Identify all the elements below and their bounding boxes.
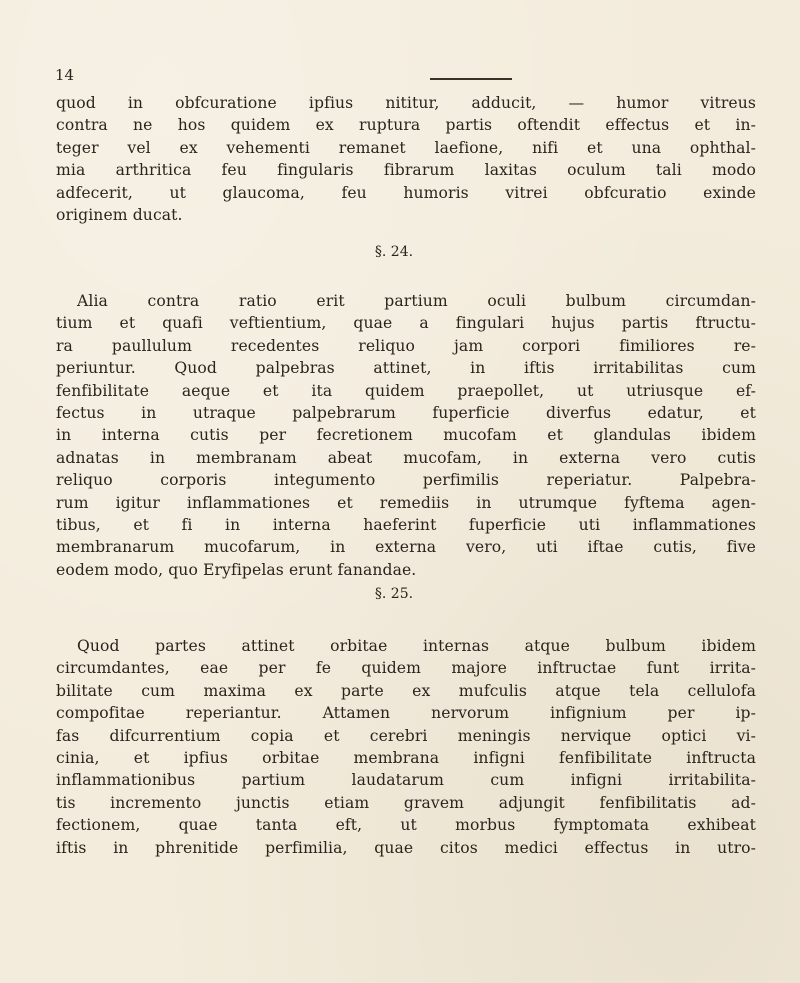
paragraph-3 bbox=[56, 635, 756, 859]
text-line: originem ducat. bbox=[56, 206, 183, 225]
text-line: tis incremento junctis etiam gravem adjungit fenfibilitatis ad- bbox=[56, 793, 756, 812]
paragraph-1 bbox=[56, 92, 756, 226]
paragraph-2 bbox=[56, 290, 756, 581]
text-line: fenfibilitate aeque et ita quidem praepollet, ut utriusque ef- bbox=[56, 381, 756, 400]
text-line: compofitae reperiantur. Attamen nervorum infignium per ip- bbox=[56, 704, 756, 723]
text-line: bilitate cum maxima ex parte ex mufculis atque tela cellulofa bbox=[56, 681, 756, 700]
text-line: fectionem, quae tanta eft, ut morbus fymptomata exhibeat bbox=[56, 816, 756, 835]
text-line: periuntur. Quod palpebras attinet, in iftis irritabilitas cum bbox=[56, 359, 756, 378]
text-line: mia arthritica feu fingularis fibrarum laxitas oculum tali modo bbox=[56, 161, 756, 180]
page-number: 14 bbox=[55, 66, 75, 84]
text-line: reliquo corporis integumento perfimilis reperiatur. Palpebra- bbox=[56, 471, 756, 490]
text-line: quod in obfcuratione ipfius nititur, adducit, — humor vitreus bbox=[56, 94, 756, 112]
text-line: iftis in phrenitide perfimilia, quae citos medici effectus in utro- bbox=[56, 838, 756, 857]
text-line: in interna cutis per fecretionem mucofam et glandulas ibidem bbox=[56, 426, 756, 445]
text-line: fas difcurrentium copia et cerebri meningis nervique optici vi- bbox=[56, 726, 756, 745]
text-line: adfecerit, ut glaucoma, feu humoris vitrei obfcuratio exinde bbox=[56, 183, 756, 202]
text-line: rum igitur inflammationes et remediis in utrumque fyftema agen- bbox=[56, 493, 756, 512]
section-heading-25 bbox=[0, 586, 800, 602]
section-number: §. 24. bbox=[374, 244, 414, 260]
text-line: cinia, et ipfius orbitae membrana infigni fenfibilitate inftructa bbox=[56, 749, 756, 768]
text-line: contra ne hos quidem ex ruptura partis oftendit effectus et in- bbox=[56, 116, 756, 135]
text-line: tibus, et fi in interna haeferint fuperficie uti inflammationes bbox=[56, 516, 756, 535]
text-line: Alia contra ratio erit partium oculi bulbum circumdan- bbox=[77, 292, 756, 310]
text-line: circumdantes, eae per fe quidem majore inftructae funt irrita- bbox=[56, 659, 756, 678]
text-line: teger vel ex vehementi remanet laefione, nifi et una ophthal- bbox=[56, 138, 756, 157]
text-line: adnatas in membranam abeat mucofam, in externa vero cutis bbox=[56, 448, 756, 467]
text-line: eodem modo, quo Eryfipelas erunt fanandae. bbox=[56, 560, 417, 579]
text-line: ra paullulum recedentes reliquo jam corpori fimiliores re- bbox=[56, 336, 756, 355]
text-line: Quod partes attinet orbitae internas atque bulbum ibidem bbox=[77, 637, 756, 655]
text-line: membranarum mucofarum, in externa vero, uti iftae cutis, five bbox=[56, 538, 756, 557]
text-line: tium et quafi veftientium, quae a fingulari hujus partis ftructu- bbox=[56, 314, 756, 333]
text-line: fectus in utraque palpebrarum fuperficie diverfus edatur, et bbox=[56, 404, 756, 423]
header-rule bbox=[430, 78, 512, 80]
text-line: inflammationibus partium laudatarum cum infigni irritabilita- bbox=[56, 771, 756, 790]
section-number: §. 25. bbox=[374, 586, 414, 602]
section-heading-24 bbox=[0, 244, 800, 260]
